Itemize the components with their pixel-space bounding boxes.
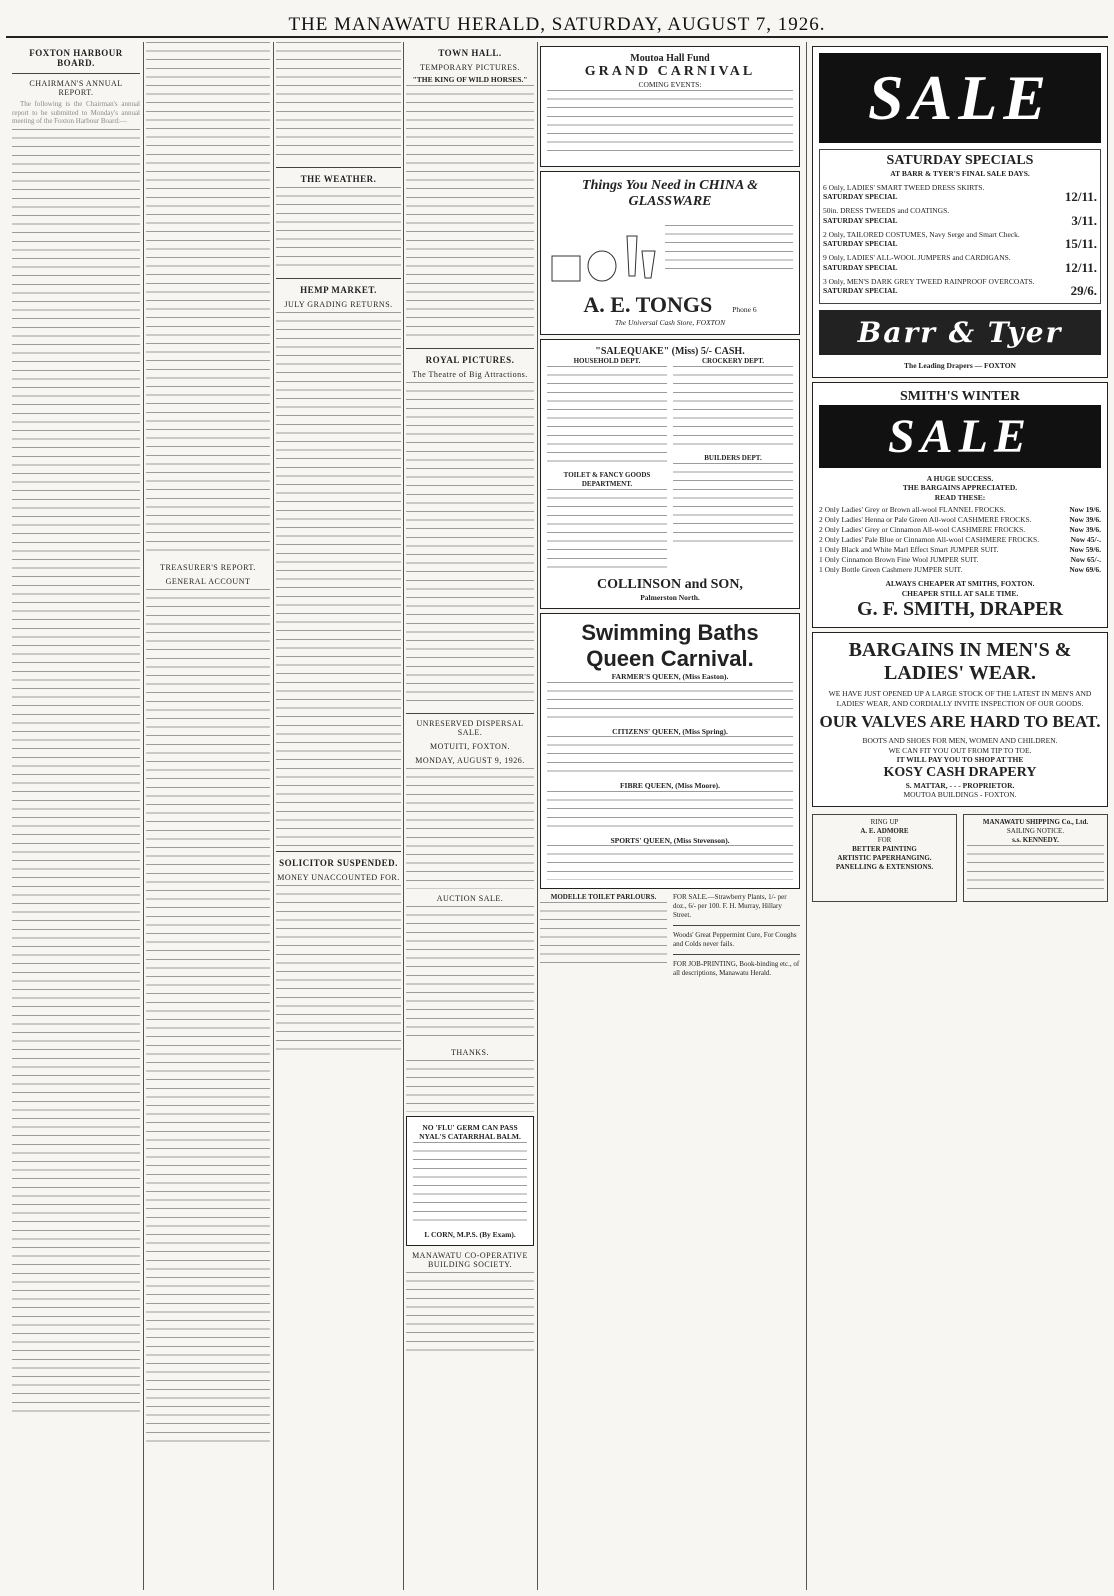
smith-item-label: 2 Only Ladies' Grey or Brown all-wool FLANNEL FROCKS.: [819, 505, 1006, 514]
smith-item-price: Now 19/6.: [1069, 505, 1101, 514]
tongs-tagline: The Universal Cash Store, FOXTON: [614, 318, 726, 328]
kosy-fit: WE CAN FIT YOU OUT FROM TIP TO TOE.: [888, 745, 1032, 755]
text-lines: [673, 463, 793, 549]
sports-queen: SPORTS' QUEEN, (Miss Stevenson).: [610, 835, 730, 845]
special-item-label: 2 Only, TAILORED COSTUMES, Navy Serge and Smart Check.: [823, 229, 1020, 239]
farmers-text: [547, 682, 793, 725]
column-divider: [273, 42, 274, 1590]
smith-item: [819, 535, 1101, 545]
smith-title: SMITH'S WINTER: [900, 388, 1020, 404]
ad-footer: I. CORN, M.P.S. (By Exam).: [424, 1229, 516, 1239]
column-drapers: [812, 42, 1108, 1590]
smith-item: [819, 505, 1101, 515]
solicitor-subheading: MONEY UNACCOUNTED FOR.: [277, 872, 400, 882]
smith-draper-name: G. F. SMITH, DRAPER: [857, 598, 1063, 620]
grading-subheading: JULY GRADING RETURNS.: [284, 300, 393, 310]
crockery-heading: CROCKERY DEPT.: [702, 356, 764, 365]
article-body-text: [146, 42, 270, 558]
special-price-row: [823, 189, 1097, 204]
glassware-illustration-icon: [547, 216, 657, 286]
text-lines: [406, 768, 534, 888]
smith-item-price: Now 65/-.: [1070, 555, 1101, 564]
admore-name: A. E. ADMORE: [860, 826, 909, 835]
text-lines: [547, 366, 667, 469]
column-harbour-continued: [146, 42, 270, 1590]
dispersal-heading: UNRESERVED DISPERSAL SALE.: [416, 719, 524, 738]
text-lines: [406, 1272, 534, 1358]
smith-item-label: 1 Only Bottle Green Cashmere JUMPER SUIT.: [819, 565, 963, 574]
special-price-row: [823, 212, 1097, 228]
text-lines: [967, 845, 1104, 897]
article-body-text: [12, 129, 140, 1419]
china-text: [665, 225, 793, 279]
kosy-drapery-ad: [812, 632, 1108, 807]
smith-item-label: 2 Only Ladies' Grey or Cinnamon All-wool CASHMERE FROCKS.: [819, 525, 1026, 534]
special-price-row: [823, 236, 1097, 251]
specials-list: [823, 183, 1097, 297]
special-item: [823, 253, 1097, 273]
smith-item: [819, 565, 1101, 575]
article-heading: FOXTON HARBOUR BOARD.: [29, 48, 123, 68]
column-adverts: [540, 42, 800, 1590]
builders-heading: BUILDERS DEPT.: [704, 453, 762, 462]
builders-list: [673, 463, 793, 549]
column-divider: [403, 42, 404, 1590]
smith-cheaper: ALWAYS CHEAPER AT SMITHS, FOXTON.: [885, 579, 1035, 588]
building-society-heading: MANAWATU CO-OPERATIVE BUILDING SOCIETY.: [412, 1251, 528, 1270]
royal-pictures-heading: ROYAL PICTURES.: [425, 354, 515, 365]
hemp-heading: HEMP MARKET.: [300, 285, 377, 296]
smith-item: [819, 515, 1101, 525]
article-subheading: CHAIRMAN'S ANNUAL REPORT.: [29, 79, 123, 97]
text-lines: [12, 129, 140, 1419]
text-lines: [547, 736, 793, 779]
text-lines: [547, 682, 793, 725]
special-label: SATURDAY SPECIAL: [823, 286, 898, 295]
job-printing: FOR JOB-PRINTING, Book-binding etc., of all descriptions, Manawatu Herald.: [673, 959, 800, 977]
treasurer-heading: TREASURER'S REPORT.: [160, 563, 256, 572]
smith-draper-ad: [812, 382, 1108, 629]
smith-item-price: Now 45/-.: [1070, 535, 1101, 544]
special-item: [823, 277, 1097, 297]
specials-title: SATURDAY SPECIALS: [886, 153, 1034, 168]
smith-item: [819, 545, 1101, 555]
salequake-title: "SALEQUAKE" (Miss) 5/- CASH.: [595, 345, 745, 357]
text-lines: [540, 902, 667, 971]
collinson-name: COLLINSON and SON,: [597, 576, 743, 592]
special-item-label: 6 Only, LADIES' SMART TWEED DRESS SKIRTS.: [823, 182, 985, 192]
modelle-heading: MODELLE TOILET PARLOURS.: [550, 892, 657, 901]
column-divider: [806, 42, 807, 1590]
special-item: [823, 230, 1097, 250]
thanks-heading: THANKS.: [451, 1048, 489, 1058]
text-lines: [547, 489, 667, 575]
text-lines: [276, 312, 401, 845]
special-label: SATURDAY SPECIAL: [823, 262, 898, 272]
moutoa-carnival-ad: [540, 46, 800, 167]
special-label: SATURDAY SPECIAL: [823, 215, 898, 225]
text-lines: [276, 42, 401, 162]
weather-text: [276, 187, 401, 273]
smith-items-list: [819, 505, 1101, 575]
strawberry-sale: FOR SALE.—Strawberry Plants, 1/- per doz., 6/- per 100. F. H. Murray, Hillary Street.: [673, 892, 787, 919]
royal-text: [406, 382, 534, 709]
china-title: Things You Need in CHINA & GLASSWARE: [582, 178, 758, 210]
text-lines: [276, 187, 401, 273]
town-hall-sub: TEMPORARY PICTURES.: [420, 63, 520, 72]
specials-subtitle: AT BARR & TYER'S FINAL SALE DAYS.: [890, 169, 1030, 178]
toilet-heading: TOILET & FANCY GOODS DEPARTMENT.: [563, 470, 651, 488]
text-lines: [406, 906, 534, 1044]
column-harbour-board: [12, 42, 140, 1590]
text-lines: [547, 845, 793, 879]
dispersal-date: MONDAY, AUGUST 9, 1926.: [415, 756, 525, 766]
ad-title: NO 'FLU' GERM CAN PASS: [422, 1122, 518, 1132]
smith-read: READ THESE:: [934, 492, 986, 502]
dispersal-place: MOTUITI, FOXTON.: [429, 742, 511, 752]
citizens-queen: CITIZENS' QUEEN, (Miss Spring).: [612, 726, 728, 736]
thanks-text: [406, 1060, 534, 1112]
special-label: SATURDAY SPECIAL: [823, 239, 898, 248]
shipping-text: [967, 845, 1104, 897]
tongs-name: A. E. TONGS: [583, 292, 713, 318]
modelle-text: [540, 902, 667, 971]
column-divider: [537, 42, 538, 1590]
smith-item-price: Now 39/6.: [1069, 525, 1101, 534]
carnival-fund: Moutoa Hall Fund: [630, 53, 710, 64]
kosy-proprietor: S. MATTAR, - - - PROPRIETOR.: [905, 780, 1015, 790]
smith-item-price: Now 39/6.: [1069, 515, 1101, 524]
royal-pictures-sub: The Theatre of Big Attractions.: [412, 369, 528, 379]
text-lines: [547, 90, 793, 159]
smith-sale-banner: SALE: [819, 405, 1101, 468]
peppermint-cure: Woods' Great Peppermint Cure, For Coughs and Colds never fails.: [673, 930, 797, 948]
toilet-list: [547, 489, 667, 575]
household-heading: HOUSEHOLD DEPT.: [573, 356, 641, 365]
text-lines: [413, 1142, 527, 1228]
building-society-text: [406, 1272, 534, 1358]
household-list: [547, 366, 667, 469]
film-title: "THE KING OF WILD HORSES.": [412, 75, 528, 84]
sports-text: [547, 845, 793, 879]
special-item: [823, 183, 1097, 203]
column-notices: [406, 42, 534, 1590]
masthead-rule: [6, 36, 1108, 38]
special-item: [823, 206, 1097, 226]
smith-item-label: 2 Only Ladies' Henna or Pale Green All-wool CASHMERE FROCKS.: [819, 515, 1032, 524]
auction-text: [406, 906, 534, 1044]
dispersal-text: [406, 768, 534, 888]
smith-item-price: Now 59/6.: [1069, 545, 1101, 554]
special-item-label: 9 Only, LADIES' ALL-WOOL JUMPERS and CARDIGANS.: [823, 253, 1011, 262]
text-lines: [276, 885, 401, 1057]
special-price-row: [823, 283, 1097, 298]
text-lines: [665, 225, 793, 277]
special-price: 12/11.: [1064, 189, 1097, 204]
carnival-title: GRAND CARNIVAL: [584, 64, 756, 79]
article-body-text: [146, 589, 270, 1449]
fibre-text: [547, 791, 793, 834]
tongs-china-ad: [540, 171, 800, 335]
special-price: 29/6.: [1070, 283, 1097, 298]
smith-item-label: 1 Only Cinnamon Brown Fine Wool JUMPER SUIT.: [819, 555, 979, 564]
ad-product: NYAL'S CATARRHAL BALM.: [419, 1132, 521, 1142]
fibre-queen: FIBRE QUEEN, (Miss Moore).: [619, 781, 721, 791]
special-label: SATURDAY SPECIAL: [823, 192, 898, 201]
text-lines: [673, 366, 793, 452]
auction-heading: AUCTION SALE.: [436, 893, 504, 903]
special-item-label: 50in. DRESS TWEEDS and COATINGS.: [823, 206, 950, 215]
special-price: 15/11.: [1064, 236, 1097, 251]
smith-still: CHEAPER STILL AT SALE TIME.: [901, 588, 1019, 598]
text-lines: [146, 589, 270, 1449]
admore-painting: BETTER PAINTING: [852, 844, 917, 853]
text-lines: [406, 1060, 534, 1112]
nyals-balm-ad: [406, 1116, 534, 1247]
admore-paperhanging: ARTISTIC PAPERHANGING.: [837, 853, 932, 862]
crockery-list: [673, 366, 793, 452]
coming-events: COMING EVENTS:: [638, 80, 702, 89]
hemp-text: [276, 312, 401, 845]
shipping-notice: SAILING NOTICE.: [1006, 826, 1065, 835]
shipping-title: MANAWATU SHIPPING Co., Ltd.: [982, 817, 1089, 826]
text-lines: [547, 791, 793, 834]
smith-item-label: 1 Only Black and White Marl Effect Smart JUMPER SUIT.: [819, 545, 999, 554]
admore-for: FOR: [877, 835, 892, 844]
solicitor-text: [276, 885, 401, 1057]
kosy-values: OUR VALVES ARE HARD TO BEAT.: [819, 712, 1101, 731]
farmers-queen: FARMER'S QUEEN, (Miss Easton).: [611, 672, 729, 682]
town-hall-heading: TOWN HALL.: [438, 48, 502, 58]
column-news: [276, 42, 401, 1590]
barr-tyer-tagline: The Leading Drapers — FOXTON: [904, 361, 1016, 370]
swimming-carnival-ad: [540, 613, 800, 888]
general-account-heading: GENERAL ACCOUNT: [165, 577, 251, 586]
shipping-ship: s.s. KENNEDY.: [1012, 835, 1059, 844]
town-hall-text: [406, 85, 534, 343]
kosy-pay: IT WILL PAY YOU TO SHOP AT THE: [896, 755, 1024, 764]
admore-ring: RING UP: [870, 817, 899, 826]
carnival-text: [547, 90, 793, 159]
collinson-salequake-ad: [540, 339, 800, 610]
text-lines: [146, 42, 270, 558]
text-lines: [406, 85, 534, 343]
kosy-intro: WE HAVE JUST OPENED UP A LARGE STOCK OF THE LATEST IN MEN'S AND LADIES' WEAR, AND CORDIALLY INVITE INSPECTION OF OUR GOODS.: [828, 689, 1092, 708]
special-item-label: 3 Only, MEN'S DARK GREY TWEED RAINPROOF OVERCOATS.: [823, 276, 1035, 286]
smith-appreciated: THE BARGAINS APPRECIATED.: [902, 483, 1018, 492]
masthead: THE MANAWATU HERALD, SATURDAY, AUGUST 7, 1926.: [288, 14, 826, 35]
special-price: 3/11.: [1071, 212, 1097, 228]
admore-panelling: PANELLING & EXTENSIONS.: [835, 862, 934, 871]
kosy-name: KOSY CASH DRAPERY: [883, 764, 1037, 780]
special-price-row: [823, 259, 1097, 275]
smith-success: A HUGE SUCCESS.: [926, 473, 994, 483]
kosy-address: MOUTOA BUILDINGS - FOXTON.: [903, 790, 1017, 799]
special-price: 12/11.: [1064, 259, 1097, 275]
kosy-title: BARGAINS IN MEN'S & LADIES' WEAR.: [848, 639, 1072, 684]
tongs-phone: Phone 6: [732, 305, 757, 315]
sale-banner: SALE: [819, 53, 1101, 143]
smith-item-label: 2 Only Ladies' Pale Blue or Cinnamon All-wool CASHMERE FROCKS.: [819, 535, 1040, 544]
barr-tyer-ad: [812, 46, 1108, 378]
collinson-place: Palmerston North.: [640, 592, 700, 602]
article-body-text: [276, 42, 401, 162]
article-intro: The following is the Chairman's annual report to be submitted to Monday's annual meeting of the Foxton Harbour Board:—: [12, 100, 140, 126]
barr-tyer-logo: Barr & Tyer: [819, 310, 1101, 355]
column-divider: [143, 42, 144, 1590]
text-lines: [406, 382, 534, 709]
swim-title: Swimming Baths Queen Carnival.: [581, 620, 759, 672]
weather-heading: THE WEATHER.: [300, 174, 377, 185]
smith-item: [819, 525, 1101, 535]
smith-item-price: Now 69/6.: [1069, 565, 1101, 574]
ad-text: [413, 1142, 527, 1228]
kosy-boots: BOOTS AND SHOES FOR MEN, WOMEN AND CHILDREN.: [862, 736, 1058, 745]
smith-item: [819, 555, 1101, 565]
solicitor-heading: SOLICITOR SUSPENDED.: [279, 857, 398, 868]
citizens-text: [547, 736, 793, 779]
